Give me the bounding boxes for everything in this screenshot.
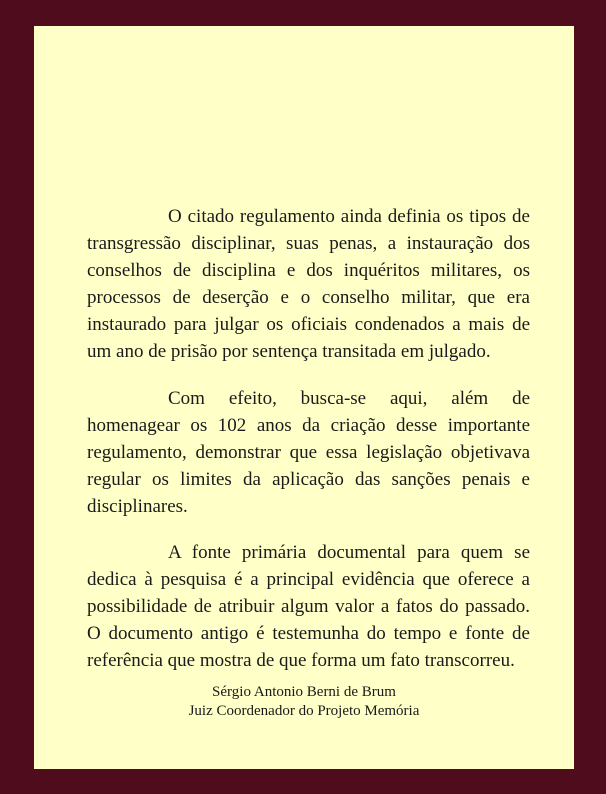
signature-block [34,683,574,721]
signature-title: Juiz Coordenador do Projeto Memória [188,703,420,719]
body-text [87,203,530,694]
paragraph-2: Com efeito, busca-se aqui, além de homenagear os 102 anos da criação desse importante regulamento, demonstrar que essa legislação objetivava regular os limites da aplicação das sanções penais e disciplinares. [87,387,530,517]
document-page [34,26,574,769]
paragraph-1: O citado regulamento ainda definia os tipos de transgressão disciplinar, suas penas, a instauração dos conselhos de disciplina e dos inquéritos militares, os processos de deserção e o conselho militar, que era instaurado para julgar os oficiais condenados a mais de um ano de prisão por sentença transitada em julgado. [87,206,530,363]
signature-name: Sérgio Antonio Berni de Brum [212,684,396,700]
paragraph-3: A fonte primária documental para quem se dedica à pesquisa é a principal evidência que oferece a possibilidade de atribuir algum valor a fatos do passado. O documento antigo é testemunha do tempo e fonte de referência que mostra de que forma um fato transcorreu. [87,542,530,672]
